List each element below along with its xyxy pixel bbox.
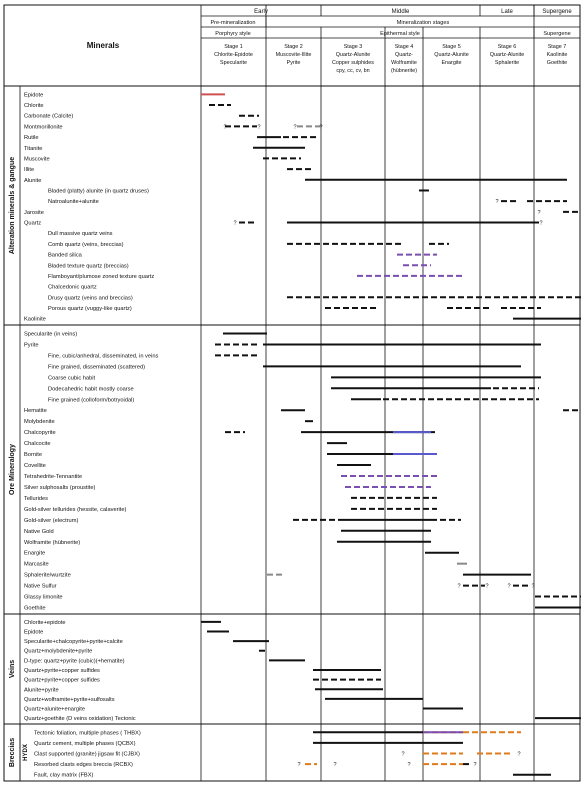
stage-5-line-0: Stage 5 — [442, 44, 461, 50]
row-label: Quartz+pyrite+copper sulfides — [24, 668, 100, 674]
stage-2-line-2: Pyrite — [286, 60, 301, 66]
row-label: Tellurides — [24, 495, 49, 502]
row-label: Wolframite (hübnerite) — [24, 539, 81, 546]
row-label: Hematite — [24, 408, 47, 415]
row-label: Muscovite — [24, 156, 50, 163]
section-sublabel-3: HYDX — [23, 744, 29, 761]
row-label: Chalcedonic quartz — [48, 284, 97, 291]
row-label: Quartz — [24, 220, 42, 227]
uncertainty-mark: ? — [407, 762, 411, 769]
uncertainty-mark: ? — [223, 124, 227, 131]
uncertainty-mark: ? — [485, 583, 489, 590]
row-label: Silver sulphosalts (proustite) — [24, 484, 96, 491]
uncertainty-mark: ? — [531, 583, 535, 590]
stage-5-line-1: Quartz-Alunite — [434, 52, 469, 58]
uncertainty-mark: ? — [401, 751, 405, 758]
minerals-header: Minerals — [86, 41, 120, 50]
row-label: Enargite — [24, 550, 46, 557]
uncertainty-mark: ? — [257, 124, 261, 131]
uncertainty-mark: ? — [233, 220, 237, 227]
row-label: Quartz+alunite+enargite — [24, 706, 86, 713]
row-label: Clast supported (granite) jigsaw fit (CJBX) — [34, 751, 140, 758]
stage-7-line-1: Kaolinite — [546, 52, 568, 58]
row-label: Native Sulfur — [24, 583, 57, 590]
row-label: Drusy quartz (veins and breccias) — [48, 295, 133, 302]
pre-mineralization-label: Pre-mineralization — [210, 20, 256, 26]
row-label: Bladed (platty) alunite (in quartz druses) — [48, 188, 149, 195]
row-label: Illite — [24, 167, 35, 174]
stage-3-line-3: cpy, cc, cv, bn — [336, 68, 370, 74]
diagram-frame — [4, 5, 580, 781]
stage-1-line-0: Stage 1 — [224, 44, 243, 50]
uncertainty-mark: ? — [319, 124, 323, 131]
uncertainty-mark: ? — [457, 583, 461, 590]
period-early: Early — [254, 9, 268, 15]
row-label: Flamboyant/plumose zoned texture quartz — [48, 273, 155, 280]
row-label: Alunite — [24, 177, 42, 184]
row-label: Gold-silver (electrum) — [24, 517, 79, 524]
stage-2-line-1: Muscovite-Illite — [275, 52, 312, 58]
row-label: Molybdenite — [24, 419, 55, 426]
uncertainty-mark: ? — [473, 762, 477, 769]
row-label: Covellite — [24, 463, 46, 470]
uncertainty-mark: ? — [539, 220, 543, 227]
stage-6-line-1: Quartz-Alunite — [489, 52, 525, 58]
row-label: Comb quartz (veins, breccias) — [48, 241, 124, 248]
row-label: Bornite — [24, 452, 43, 459]
row-label: Jarosite — [24, 209, 44, 216]
row-label: Quartz+pyrite+copper sulfides — [24, 677, 100, 684]
row-label: Epidote — [24, 92, 44, 99]
row-label: Quartz+wolframite+pyrite+sulfosalts — [24, 696, 115, 703]
row-label: Dull massive quartz veins — [48, 231, 113, 238]
stage-3-line-1: Quartz-Alunite — [335, 52, 371, 58]
uncertainty-mark: ? — [507, 583, 511, 590]
row-label: Alunite+pyrite — [24, 687, 59, 694]
uncertainty-mark: ? — [495, 199, 499, 206]
stage-2-line-0: Stage 2 — [284, 44, 303, 50]
row-label: Native Gold — [24, 528, 54, 535]
row-label: Pyrite — [24, 342, 39, 349]
row-label: Banded silica — [48, 252, 82, 259]
row-label: Chalcopyrite — [24, 430, 56, 437]
uncertainty-mark: ? — [333, 762, 337, 769]
section-label-0: Alteration minerals & gangue — [9, 156, 16, 255]
row-label: Coarse cubic habit — [48, 375, 96, 382]
stage-3-line-0: Stage 3 — [343, 44, 363, 50]
row-label: Titanite — [24, 145, 43, 152]
row-label: Quartz cement, multiple phases (QCBX) — [34, 740, 136, 747]
epithermal-style-label: Epithermal style — [380, 31, 420, 37]
row-label: Marcasite — [24, 561, 49, 568]
mineral-rows — [9, 92, 581, 781]
row-label: Resorbed clasts edges breccia (RCBX) — [34, 762, 133, 769]
stage-6-line-2: Sphalerite — [494, 60, 520, 66]
stage-6-line-0: Stage 6 — [497, 44, 517, 50]
supergene-style-label: Supergene — [543, 31, 571, 37]
period-middle: Middle — [391, 9, 410, 15]
row-label: Dodecahedric habit mostly coarse — [48, 386, 134, 393]
uncertainty-mark: ? — [517, 751, 521, 758]
section-label-2: Veins — [9, 659, 16, 679]
row-label: Specularite (in veins) — [24, 331, 78, 338]
row-label: Chlorite+epidote — [24, 619, 66, 626]
row-label: Quartz+goethite (D veins oxidation) Tectonic — [24, 716, 136, 723]
row-label: Fault, clay matrix (FBX) — [34, 772, 94, 779]
row-label: Bladed texture quartz (breccias) — [48, 263, 129, 270]
stage-7-line-2: Goethite — [546, 60, 568, 66]
uncertainty-mark: ? — [297, 762, 301, 769]
row-label: Fine grained, disseminated (scattered) — [48, 364, 146, 371]
stage-4-line-3: (hübnerite) — [390, 68, 418, 74]
stage-1-line-2: Specularite — [220, 60, 247, 66]
row-label: D-type: quartz+pyrite (cubic)(+hematite) — [24, 658, 125, 665]
stage-3-line-2: Copper sulphides — [332, 60, 374, 66]
row-label: Chlorite — [24, 103, 44, 110]
row-label: Porous quartz (vuggy-like quartz) — [48, 305, 132, 312]
row-label: Montmorillonite — [24, 124, 63, 131]
stage-7-line-0: Stage 7 — [547, 44, 567, 50]
row-label: Kaolinite — [24, 316, 46, 323]
row-label: Rutile — [24, 135, 39, 142]
row-label: Specularite+chalcopyrite+pyrite+calcite — [24, 639, 123, 646]
stage-4-line-1: Quartz- — [395, 52, 413, 58]
header-area — [87, 5, 573, 74]
stage-4-line-0: Stage 4 — [394, 44, 414, 50]
porphyry-style-label: Porphyry style — [215, 31, 251, 37]
period-supergene: Supergene — [542, 9, 572, 15]
mineralization-stages-label: Mineralization stages — [396, 20, 450, 26]
row-label: Fine, cubic/anhedral, disseminated, in veins — [48, 353, 159, 360]
row-label: Goethite — [24, 605, 46, 612]
row-label: Tectonic foliation, multiple phases ( THBX) — [34, 730, 141, 737]
stage-5-line-2: Enargite — [441, 60, 462, 66]
period-late: Late — [501, 9, 513, 15]
row-label: Epidote — [24, 629, 44, 636]
stage-4-line-2: Wolframite — [391, 60, 417, 66]
row-label: Chalcocite — [24, 441, 51, 448]
row-label: Gold-silver tellurides (hessite, calaverite) — [24, 506, 127, 513]
uncertainty-mark: ? — [537, 209, 541, 216]
row-label: Glassy limonite — [24, 594, 63, 601]
row-label: Natroalunite+alunite — [48, 199, 99, 206]
row-label: Quartz+molybdenite+pyrite — [24, 648, 93, 655]
row-label: Sphalerite/wurtzite — [24, 572, 71, 579]
uncertainty-mark: ? — [293, 124, 297, 131]
outer-border — [4, 5, 580, 781]
row-label: Carbonate (Calcite) — [24, 113, 74, 120]
section-label-1: Ore Mineralogy — [9, 444, 16, 495]
section-label-3: Breccias — [9, 737, 16, 768]
row-label: Fine grained (colloform/botryoidal) — [48, 397, 135, 404]
stage-1-line-1: Chlorite-Epidote — [214, 52, 253, 58]
row-label: Tetrahedrite-Tennantite — [24, 473, 83, 480]
